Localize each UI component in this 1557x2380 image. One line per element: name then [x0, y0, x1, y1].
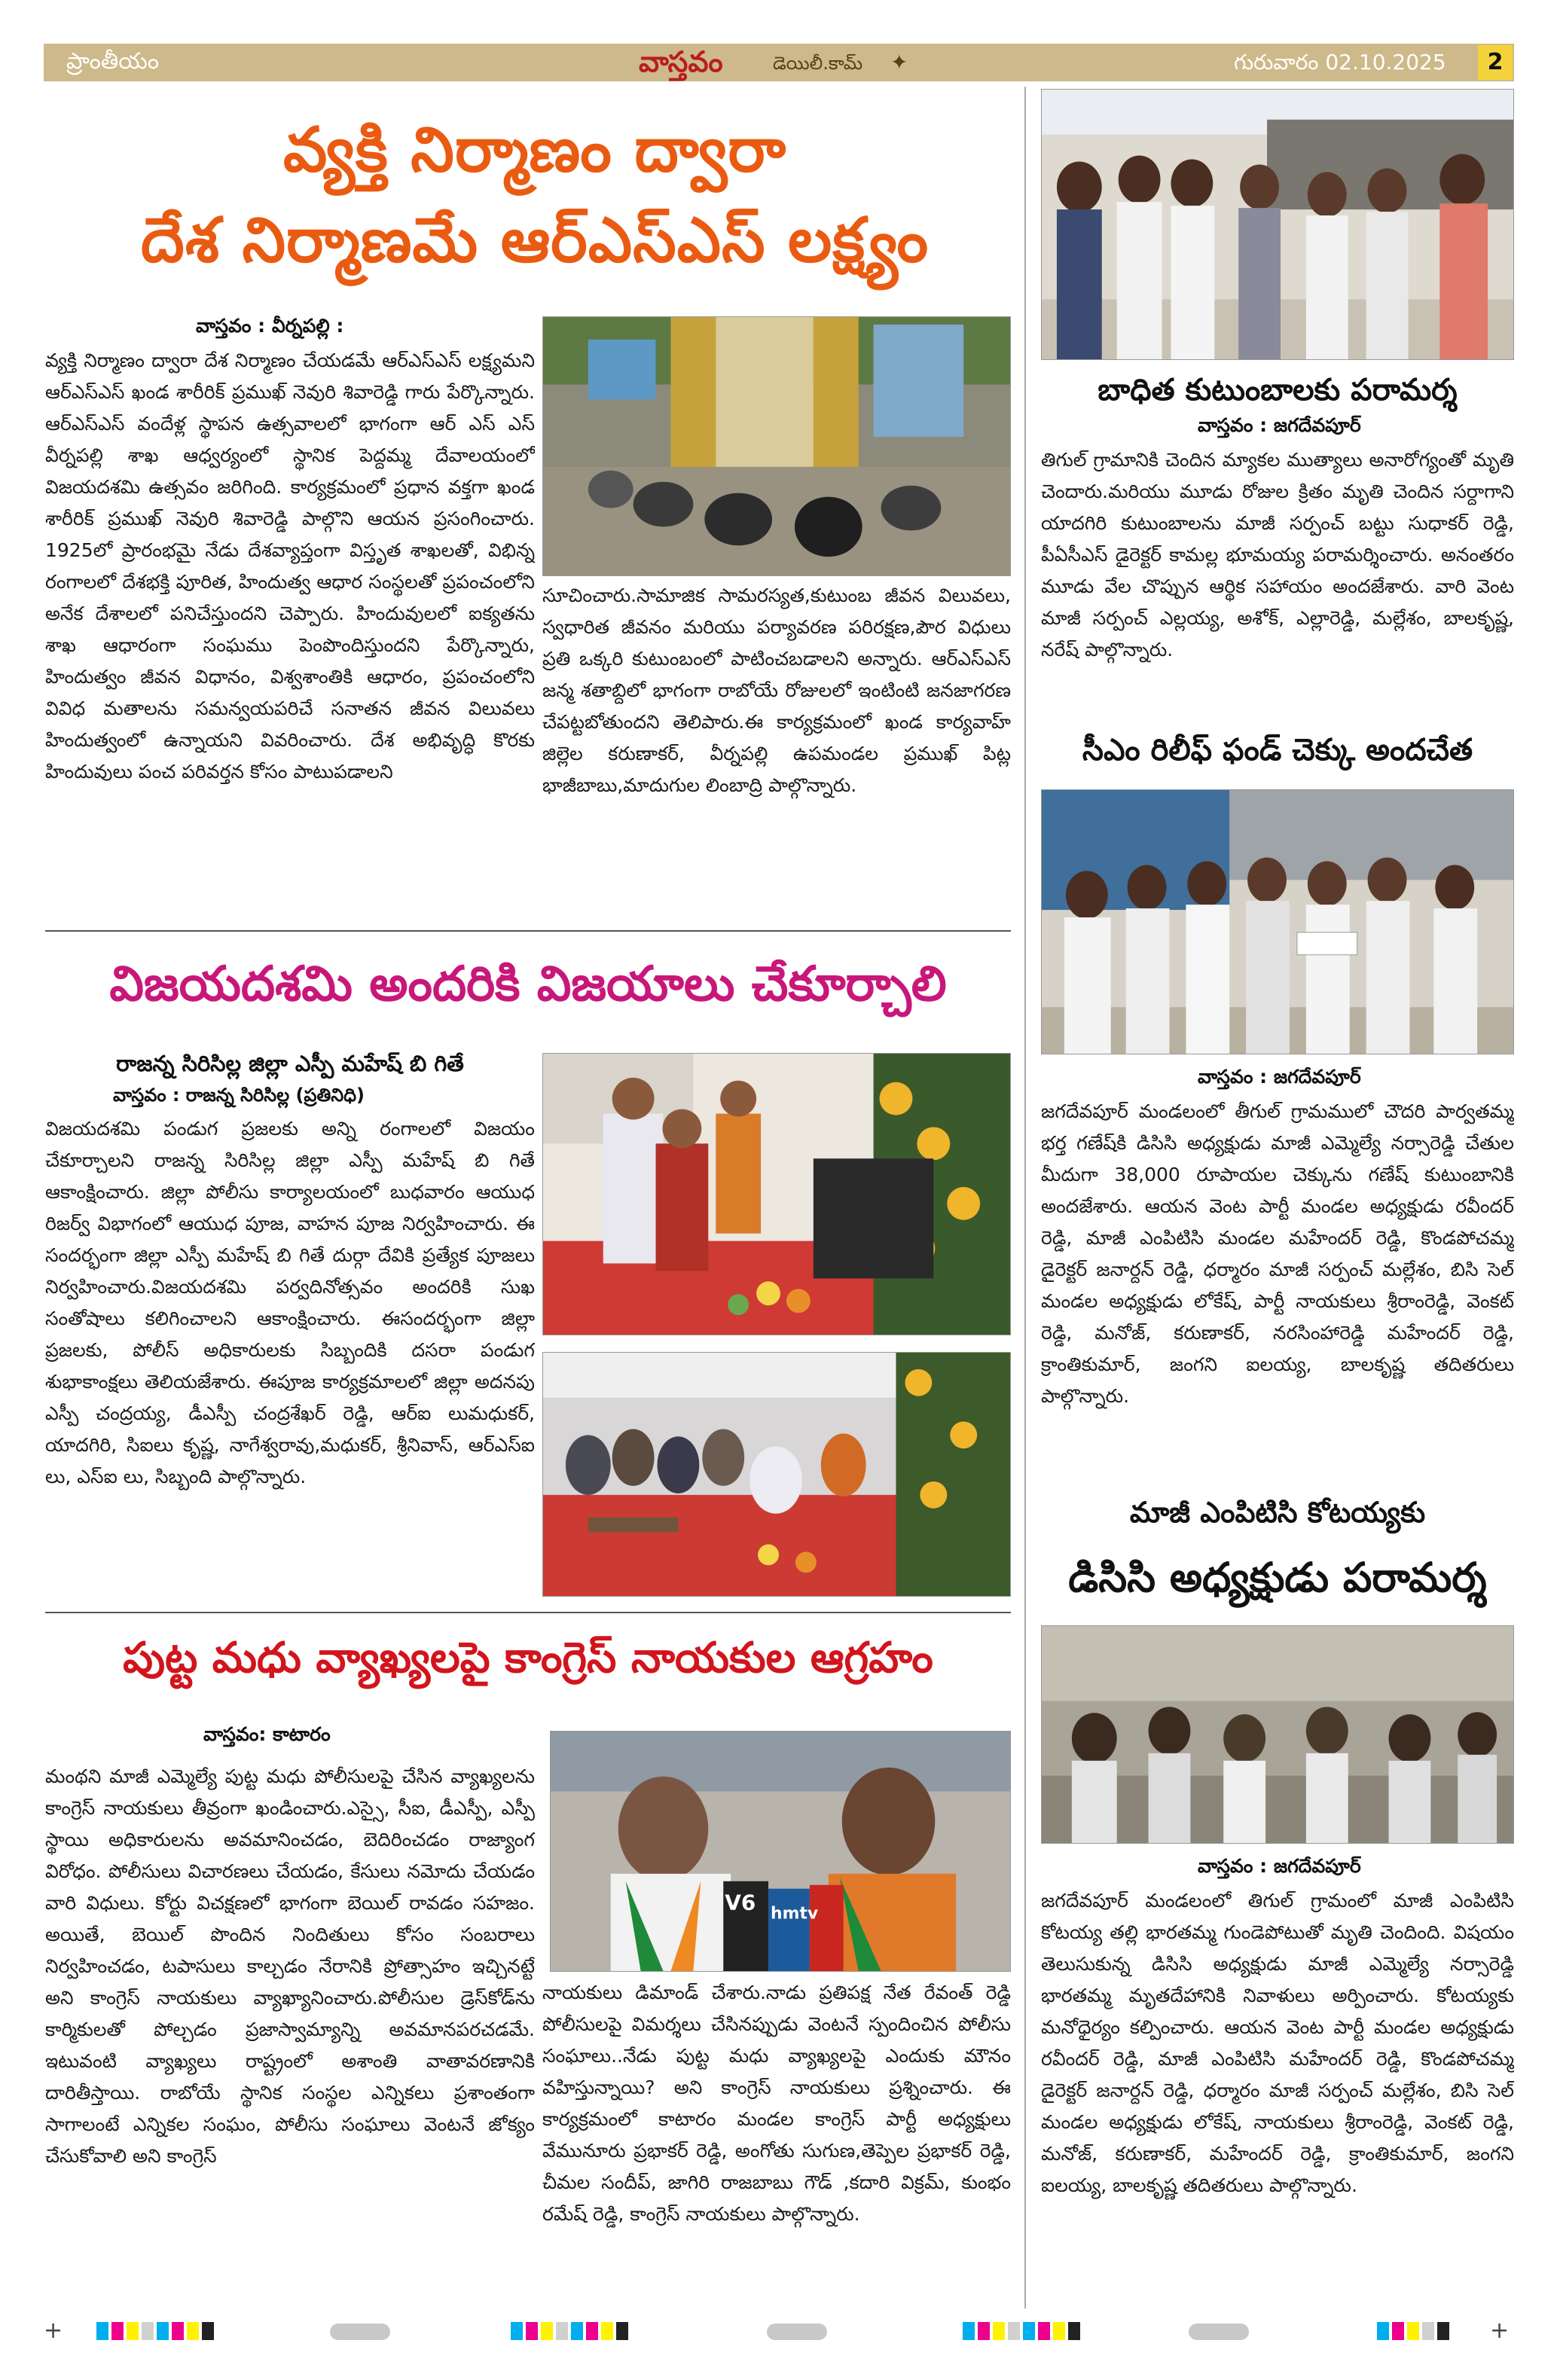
color-swatch — [1422, 2322, 1434, 2340]
consolation-dateline: వాస్తవం : జగదేవపూర్ — [1198, 414, 1361, 436]
color-swatch — [1377, 2322, 1389, 2340]
issue-date: గురువారం 02.10.2025 — [1234, 50, 1446, 75]
rss-body-col2: సూచించారు.సామాజిక సామరస్యత,కుటుంబ జీవన విలువలు, స్వధారిత జీవనం మరియు పర్యావరణ పరిరక్షణ,పౌర విధులు ప్రతి ఒక్కరి కుటుంబంలో పాటించబడాలని అన్నారు. ఆర్ఎస్ఎస్ జన్మ శతాబ్దిలో భాగంగా రాబోయే రోజులలో ఇంటింటి జనజాగరణ చేపట్టబోతుందని తెలిపారు.ఈ కార్యక్రమంలో ఖండ కార్యవాహ్ జిల్లెల కరుణాకర్, వీర్నపల్లి ఉపమండల ప్రముఖ్ పిట్ల భాజీబాబు,మాదుగుల లింబాద్రి పాల్గొన్నారు. — [542, 584, 1011, 796]
color-swatch — [978, 2322, 990, 2340]
color-swatch — [963, 2322, 975, 2340]
color-swatch — [541, 2322, 553, 2340]
color-swatch — [157, 2322, 169, 2340]
congress-body-col1: మంథని మాజీ ఎమ్మెల్యే పుట్ట మధు పోలీసులపై చేసిన వ్యాఖ్యలను కాంగ్రెస్ నాయకులు తీవ్రంగా ఖండించారు.ఎస్సై, సీఐ, డీఎస్పీ, ఎస్పీ స్థాయి అధికారులను అవమానించడం, బెదిరించడం రాజ్యాంగ విరోధం. పోలీసులు విచారణలు చేయడం, కేసులు నమోదు చేయడం వారి విధులు. కోర్టు విచక్షణలో భాగంగా బెయిల్ రావడం సహజం. అయితే, బెయిల్ పొందిన నిందితులు కోసం సంబరాలు నిర్వహించడం, టపాసులు కాల్చడం నేరానికి ప్రోత్సాహం ఇచ్చినట్టే అని కాంగ్రెస్ నాయకులు వ్యాఖ్యానించారు.పోలీసుల డ్రెస్‌కోడ్‌ను కార్మికులతో పోల్చడం ప్రజాస్వామ్యాన్ని అవమానపరచడమే. ఇటువంటి వ్యాఖ్యలు రాష్ట్రంలో అశాంతి వాతావరణానికి దారితీస్తాయి. రాబోయే స్థానిక సంస్థల ఎన్నికలు ప్రశాంతంగా సాగాలంటే ఎన్నికల సంఘం, పోలీసు సంఘాలు వెంటనే జోక్యం చేసుకోవాలి అని కాంగ్రెస్ — [45, 1765, 535, 2167]
consolation-headline: బాధిత కుటుంబాలకు పరామర్శ — [1098, 373, 1458, 407]
site-label: డెయిలీ.కామ్ — [773, 53, 863, 74]
kotayya-headline-line2: డిసిసి అధ్యక్షుడు పరామర్శ — [1068, 1554, 1487, 1601]
rss-headline-line1: వ్యక్తి నిర్మాణం ద్వారా — [282, 114, 787, 186]
section-label: ప్రాంతీయం — [66, 48, 160, 75]
color-swatch — [616, 2322, 628, 2340]
color-swatch — [172, 2322, 184, 2340]
cmrf-headline: సీఎం రిలీఫ్ ఫండ్ చెక్కు అందచేత — [1082, 733, 1473, 767]
color-swatch — [111, 2322, 124, 2340]
consolation-body: తిగుల్ గ్రామానికి చెందిన మ్యాకల ముత్యాలు అనారోగ్యంతో మృతి చెందారు.మరియు మూడు రోజుల క్రితం మృతి చెందిన సర్దాగాని యాదగిరి కుటుంబాలను మాజీ సర్పంచ్ బట్టు సుధాకర్ రెడ్డి, పీఏసీఎస్ డైరెక్టర్ కామల్ల భూమయ్య పరామర్శించారు. అనంతరం మూడు వేల చొప్పున ఆర్థిక సహాయం అందజేశారు. వారి వెంట మాజీ సర్పంచ్ ఎల్లయ్య, అశోక్, ఎల్లారెడ్డి, మల్లేశం, బాలకృష్ణ, నరేష్ పాల్గొన్నారు. — [1041, 449, 1514, 661]
color-swatch — [1023, 2322, 1035, 2340]
color-swatch — [1068, 2322, 1080, 2340]
divider — [45, 1612, 1011, 1613]
color-swatch — [1038, 2322, 1050, 2340]
color-swatch — [1008, 2322, 1020, 2340]
registration-cross-icon: + — [44, 2317, 63, 2344]
column-divider — [1024, 87, 1026, 2308]
color-swatch — [1053, 2322, 1065, 2340]
kotayya-dateline: వాస్తవం : జగదేవపూర్ — [1198, 1855, 1361, 1877]
color-swatch — [202, 2322, 214, 2340]
color-swatch — [993, 2322, 1005, 2340]
ayudha-puja-photo-1 — [542, 1053, 1011, 1335]
vijayadashami-body: విజయదశమి పండుగ ప్రజలకు అన్ని రంగాలలో విజయం చేకూర్చాలని రాజన్న సిరిసిల్ల జిల్లా ఎస్పీ మహేష్ బి గితే ఆకాంక్షించారు. జిల్లా పోలీసు కార్యాలయంలో బుధవారం ఆయుధ రిజర్వ్ విభాగంలో ఆయుధ పూజ, వాహన పూజ నిర్వహించారు. ఈ సందర్భంగా జిల్లా ఎస్పీ మహేష్ బి గితే దుర్గా దేవికి ప్రత్యేక పూజలు నిర్వహించారు.విజయదశమి పర్వదినోత్సవం అందరికి సుఖ సంతోషాలు కలిగించాలని ఆకాంక్షించారు. ఈసందర్భంగా జిల్లా ప్రజలకు, పోలీస్ అధికారులకు సిబ్బందికి దసరా పండుగ శుభాకాంక్షలు తెలియజేశారు. ఈపూజ కార్యక్రమాలలో జిల్లా అదనపు ఎస్పీ చంద్రయ్య, డీఎస్పీ చంద్రశేఖర్ రెడ్డి, ఆర్ఐ లుమధుకర్, యాదగిరి, సిఐలు కృష్ణ, నాగేశ్వరావు,మధుకర్, శ్రీనివాస్, ఆర్ఎస్ఐ లు, ఎస్ఐ లు, సిబ్బంది పాల్గొన్నారు. — [45, 1118, 535, 1488]
kotayya-headline-line1: మాజీ ఎంపిటిసి కోటయ్యకు — [1129, 1496, 1426, 1529]
color-swatch — [96, 2322, 108, 2340]
consolation-visit-photo — [1041, 89, 1514, 360]
registration-pill — [1189, 2324, 1249, 2340]
rss-event-photo — [542, 316, 1011, 576]
cmrf-dateline: వాస్తవం : జగదేవపూర్ — [1198, 1066, 1361, 1088]
color-swatch — [586, 2322, 598, 2340]
color-swatch — [127, 2322, 139, 2340]
congress-press-photo — [550, 1731, 1011, 1972]
congress-dateline: వాస్తవం: కాటారం — [203, 1723, 331, 1745]
newspaper-logo: వాస్తవం — [639, 45, 723, 78]
color-swatch — [187, 2322, 199, 2340]
color-swatch — [556, 2322, 568, 2340]
rss-dateline: వాస్తవం : వీర్నపల్లి : — [196, 315, 344, 337]
masthead-bar — [44, 44, 1514, 81]
color-swatch — [1392, 2322, 1404, 2340]
hmtv-mic-logo: hmtv — [771, 1904, 819, 1924]
color-swatch — [1407, 2322, 1419, 2340]
kotayya-body: జగదేవపూర్ మండలంలో తిగుల్ గ్రామంలో మాజీ ఎంపిటిసి కోటయ్య తల్లి భారతమ్మ గుండెపోటుతో మృతి చెందింది. విషయం తెలుసుకున్న డిసిసి అధ్యక్షుడు మాజీ ఎమ్మెల్యే నర్సారెడ్డి భారతమ్మ మృతదేహానికి నివాళులు అర్పించారు. కోటయ్యకు మనోధైర్యం కల్పించారు. ఆయన వెంట పార్టీ మండల అధ్యక్షుడు రవీందర్ రెడ్డి, మాజీ ఎంపిటిసి మహేందర్ రెడ్డి, కొండపోచమ్మ డైరెక్టర్ జనార్దన్ రెడ్డి, ధర్మారం మాజీ సర్పంచ్ మల్లేశం, బిసి సెల్ మండల అధ్యక్షుడు లోకేష్, నాయకులు శ్రీరాంరెడ్డి, వెంకట్ రెడ్డి, మనోజ్, కరుణాకర్, మహేందర్ రెడ్డి, క్రాంతికుమార్, జంగని ఐలయ్య, బాలకృష్ణ తదితరులు పాల్గొన్నారు. — [1041, 1890, 1514, 2196]
color-swatch — [1437, 2322, 1449, 2340]
color-swatch — [571, 2322, 583, 2340]
bird-icon: ✦ — [890, 50, 908, 75]
kotayya-visit-photo — [1041, 1625, 1514, 1844]
v6-mic-logo: V6 — [725, 1890, 756, 1915]
vijayadashami-subhead: రాజన్న సిరిసిల్ల జిల్లా ఎస్పీ మహేష్ బి గితే — [116, 1051, 464, 1076]
color-swatch — [511, 2322, 523, 2340]
color-swatch — [142, 2322, 154, 2340]
registration-cross-icon: + — [1490, 2317, 1510, 2344]
registration-pill — [330, 2324, 390, 2340]
color-swatch — [526, 2322, 538, 2340]
print-registration-strip — [44, 2316, 1514, 2346]
page-number-badge: 2 — [1478, 45, 1513, 80]
congress-body-col2: నాయకులు డిమాండ్ చేశారు.నాడు ప్రతిపక్ష నేత రేవంత్ రెడ్డి పోలీసులపై విమర్శలు చేసినప్పుడు వెంటనే స్పందించిన పోలీసు సంఘాలు..నేడు పుట్ట మధు వ్యాఖ్యలపై ఎందుకు మౌనం వహిస్తున్నాయి? అని కాంగ్రెస్ నాయకులు ప్రశ్నించారు. ఈ కార్యక్రమంలో కాటారం మండల కాంగ్రెస్ పార్టీ అధ్యక్షులు వేమునూరు ప్రభాకర్ రెడ్డి, అంగోతు సుగుణ,తెప్పెల ప్రభాకర్ రెడ్డి, చీమల సందీప్, జాగిరి రాజబాబు గౌడ్ ,కదారి విక్రమ్, కుంభం రమేష్ రెడ్డి, కాంగ్రెస్ నాయకులు పాల్గొన్నారు. — [542, 1982, 1011, 2225]
cmrf-cheque-photo — [1041, 789, 1514, 1054]
cmrf-body: జగదేవపూర్ మండలంలో తీగుల్ గ్రామములో చౌదరి పార్వతమ్మ భర్త గణేష్‌కి డిసిసి అధ్యక్షుడు మాజీ ఎమ్మెల్యే నర్సారెడ్డి చేతుల మీదుగా 38,000 రూపాయల చెక్కును గణేష్ కుటుంబానికి అందజేశారు. ఆయన వెంట పార్టీ మండల అధ్యక్షుడు రవీందర్ రెడ్డి, మాజీ ఎంపిటిసి మండల మహేందర్ రెడ్డి, కొండపోచమ్మ డైరెక్టర్ జనార్దన్ రెడ్డి, ధర్మారం మాజీ సర్పంచ్ మల్లేశం, బిసి సెల్ మండల అధ్యక్షుడు లోకేష్, పార్టీ నాయకులు శ్రీరాంరెడ్డి, వెంకట్ రెడ్డి, మనోజ్, కరుణాకర్, నరసింహారెడ్డి మహేందర్ రెడ్డి, క్రాంతికుమార్, జంగని ఐలయ్య, బాలకృష్ణ తదితరులు పాల్గొన్నారు. — [1041, 1100, 1514, 1407]
congress-headline: పుట్ట మధు వ్యాఖ్యలపై కాంగ్రెస్ నాయకుల ఆగ్రహం — [123, 1634, 933, 1683]
color-swatch — [601, 2322, 613, 2340]
vijayadashami-headline: విజయదశమి అందరికి విజయాలు చేకూర్చాలి — [109, 957, 947, 1012]
vijayadashami-dateline: వాస్తవం : రాజన్న సిరిసిల్ల (ప్రతినిధి) — [113, 1085, 365, 1106]
divider — [45, 930, 1011, 932]
rss-body-col1: వ్యక్తి నిర్మాణం ద్వారా దేశ నిర్మాణం చేయడమే ఆర్ఎస్ఎస్ లక్ష్యమని ఆర్ఎస్ఎస్ ఖండ శారీరిక్ ప్రముఖ్ నెవురి శివారెడ్డి గారు పేర్కొన్నారు. ఆర్ఎస్ఎస్ వందేళ్ల స్థాపన ఉత్సవాలలో భాగంగా ఆర్ ఎస్ ఎస్ వీర్నపల్లి శాఖ ఆధ్వర్యంలో స్థానిక పెద్దమ్మ దేవాలయంలో విజయదశమి ఉత్సవం జరిగింది. కార్యక్రమంలో ప్రధాన వక్తగా ఖండ శారీరిక్ ప్రముఖ్ నెవురి శివారెడ్డి పాల్గొని ఆయన ప్రసంగించారు. 1925లో ప్రారంభమై నేడు దేశవ్యాప్తంగా విస్తృత శాఖలతో, విభిన్న రంగాలలో దేశభక్తి పూరిత, హిందుత్వ ఆధార సంస్థలతో ప్రపంచంలోని అనేక దేశాలలో పనిచేస్తుందని చెప్పారు. హిందువులలో ఐక్యతను శాఖ ఆధారంగా సంఘము పెంపొందిస్తుందని పేర్కొన్నారు, హిందుత్వం జీవన విధానం, విశ్వశాంతికి ఆధారం, ప్రపంచంలోని వివిధ మతాలను సమన్వయపరిచే సనాతన జీవన విలువలు హిందుత్వంలో ఉన్నాయని వివరించారు. దేశ అభివృద్ధి కొరకు హిందువులు పంచ పరివర్తన కోసం పాటుపడాలని — [45, 349, 535, 783]
registration-pill — [767, 2324, 827, 2340]
ayudha-puja-photo-2 — [542, 1352, 1011, 1597]
rss-headline-line2: దేశ నిర్మాణమే ఆర్ఎస్ఎస్ లక్ష్యం — [140, 205, 930, 276]
